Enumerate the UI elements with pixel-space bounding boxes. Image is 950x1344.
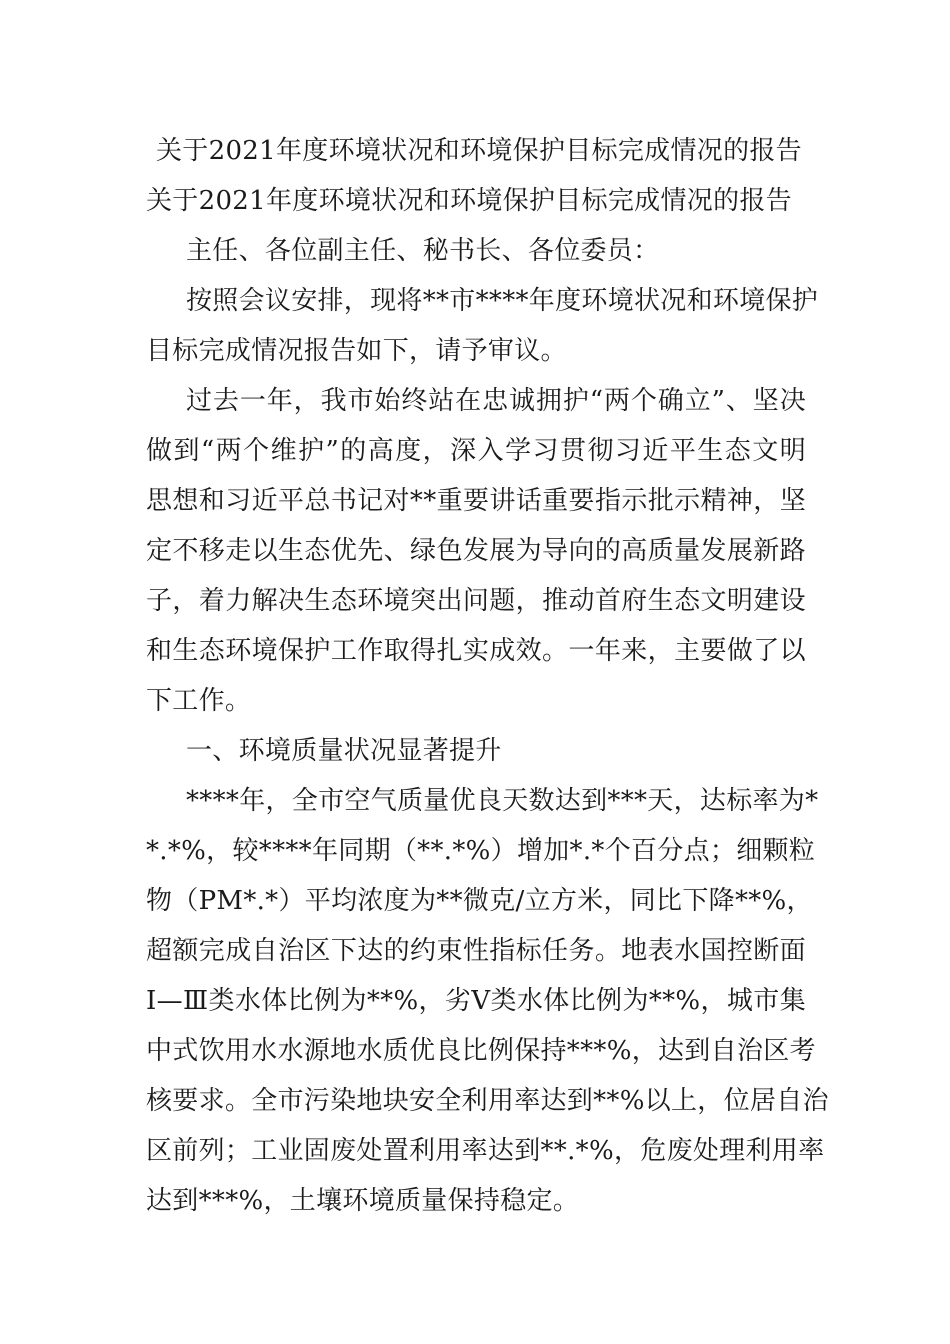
section-line: 核要求。全市污染地块安全利用率达到**%以上，位居自治 xyxy=(146,1086,829,1116)
overview-line: 定不移走以生态优先、绿色发展为导向的高质量发展新路 xyxy=(146,536,806,566)
document-title-repeat: 关于2021年度环境状况和环境保护目标完成情况的报告 xyxy=(146,186,792,216)
section-line: 物（PM*.*）平均浓度为**微克/立方米，同比下降**%， xyxy=(146,886,813,916)
overview-line: 下工作。 xyxy=(146,686,252,716)
section-line: *.*%，较****年同期（**.*%）增加*.*个百分点；细颗粒 xyxy=(146,836,816,866)
overview-line: 思想和习近平总书记对**重要讲话重要指示批示精神，坚 xyxy=(146,486,806,516)
intro-line: 按照会议安排，现将**市****年度环境状况和环境保护 xyxy=(186,286,819,316)
overview-line: 和生态环境保护工作取得扎实成效。一年来，主要做了以 xyxy=(146,636,806,666)
section-line: Ⅰ—Ⅲ类水体比例为**%，劣Ⅴ类水体比例为**%，城市集 xyxy=(146,986,806,1016)
section-line: 区前列；工业固废处置利用率达到**.*%，危废处理利用率 xyxy=(146,1136,825,1166)
overview-line: 子，着力解决生态环境突出问题，推动首府生态文明建设 xyxy=(146,586,806,616)
overview-line: 做到“两个维护”的高度，深入学习贯彻习近平生态文明 xyxy=(146,436,806,466)
section-line: 超额完成自治区下达的约束性指标任务。地表水国控断面 xyxy=(146,936,806,966)
section-heading: 一、环境质量状况显著提升 xyxy=(186,736,502,766)
section-line: ****年，全市空气质量优良天数达到***天，达标率为* xyxy=(186,786,819,816)
overview-line: 过去一年，我市始终站在忠诚拥护“两个确立”、坚决 xyxy=(186,386,806,416)
section-line: 中式饮用水水源地水质优良比例保持***%，达到自治区考 xyxy=(146,1036,816,1066)
section-line: 达到***%，土壤环境质量保持稳定。 xyxy=(146,1186,580,1216)
salutation: 主任、各位副主任、秘书长、各位委员： xyxy=(186,236,660,266)
intro-line: 目标完成情况报告如下，请予审议。 xyxy=(146,336,567,366)
document-title: 关于2021年度环境状况和环境保护目标完成情况的报告 xyxy=(156,136,802,166)
